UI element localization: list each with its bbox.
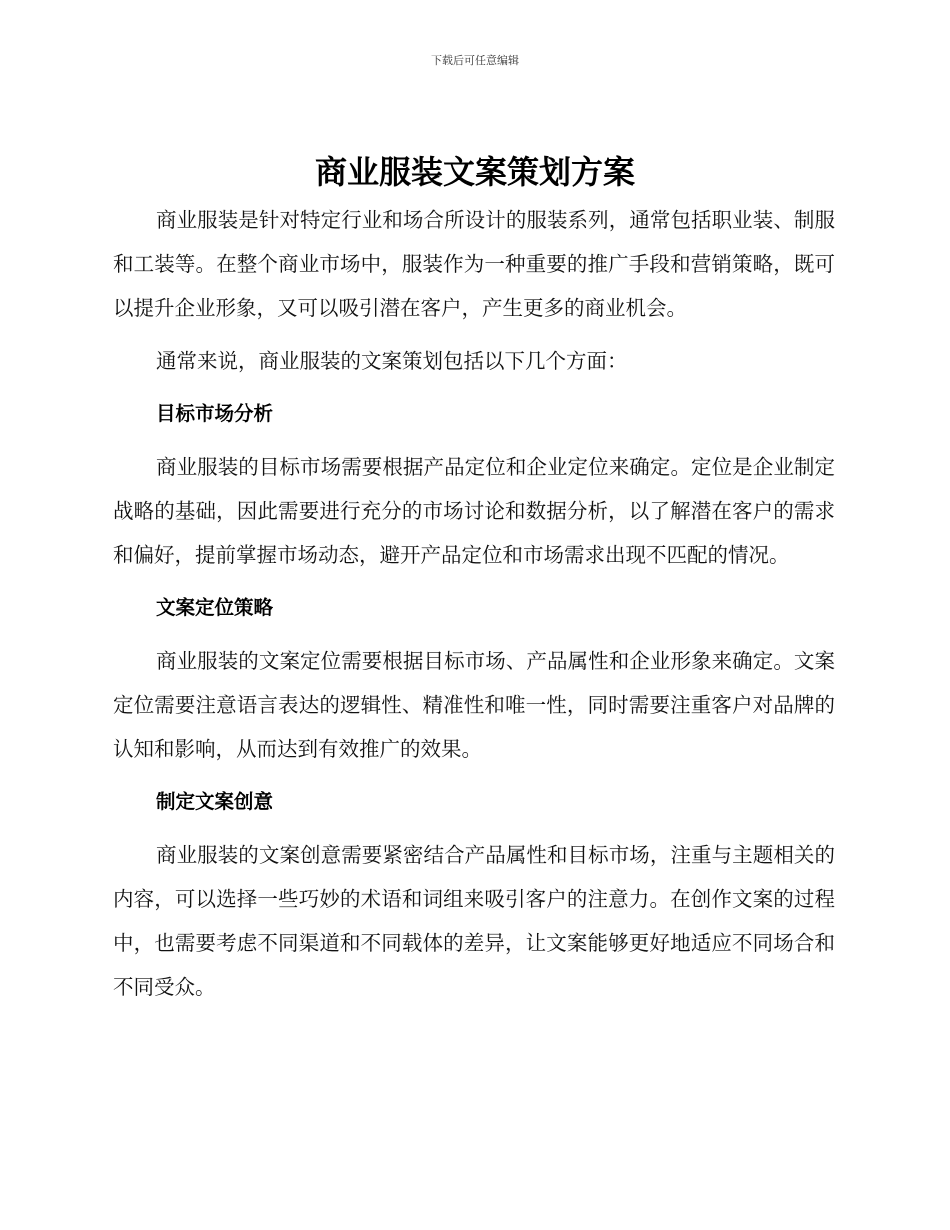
document-title: 商业服装文案策划方案 <box>314 153 635 191</box>
section-paragraph: 商业服装的目标市场需要根据产品定位和企业定位来确定。定位是企业制定战略的基础，因此需要进行充分的市场讨论和数据分析，以了解潜在客户的需求和偏好，提前掌握市场动态，避开产品定位和市场需求出现不匹配的情况。 <box>113 455 835 567</box>
section-target-market <box>113 392 835 577</box>
section-heading: 目标市场分析 <box>156 402 274 425</box>
overview-paragraph: 通常来说，商业服装的文案策划包括以下几个方面： <box>156 349 628 373</box>
section-heading: 制定文案创意 <box>156 790 274 813</box>
document-body <box>113 198 835 1009</box>
section-paragraph: 商业服装的文案创意需要紧密结合产品属性和目标市场，注重与主题相关的内容，可以选择一些巧妙的术语和词组来吸引客户的注意力。在创作文案的过程中，也需要考虑不同渠道和不同载体的差异，让文案能够更好地适应不同场合和不同受众。 <box>113 843 835 999</box>
intro-paragraph: 商业服装是针对特定行业和场合所设计的服装系列，通常包括职业装、制服和工装等。在整个商业市场中，服装作为一种重要的推广手段和营销策略，既可以提升企业形象，又可以吸引潜在客户，产生更多的商业机会。 <box>113 208 835 320</box>
section-paragraph: 商业服装的文案定位需要根据目标市场、产品属性和企业形象来确定。文案定位需要注意语言表达的逻辑性、精准性和唯一性，同时需要注重客户对品牌的认知和影响，从而达到有效推广的效果。 <box>113 649 835 761</box>
section-copy-positioning <box>113 586 835 771</box>
page-header-note: 下载后可任意编辑 <box>431 54 519 67</box>
section-copy-creative <box>113 780 835 1009</box>
section-heading: 文案定位策略 <box>156 596 274 619</box>
